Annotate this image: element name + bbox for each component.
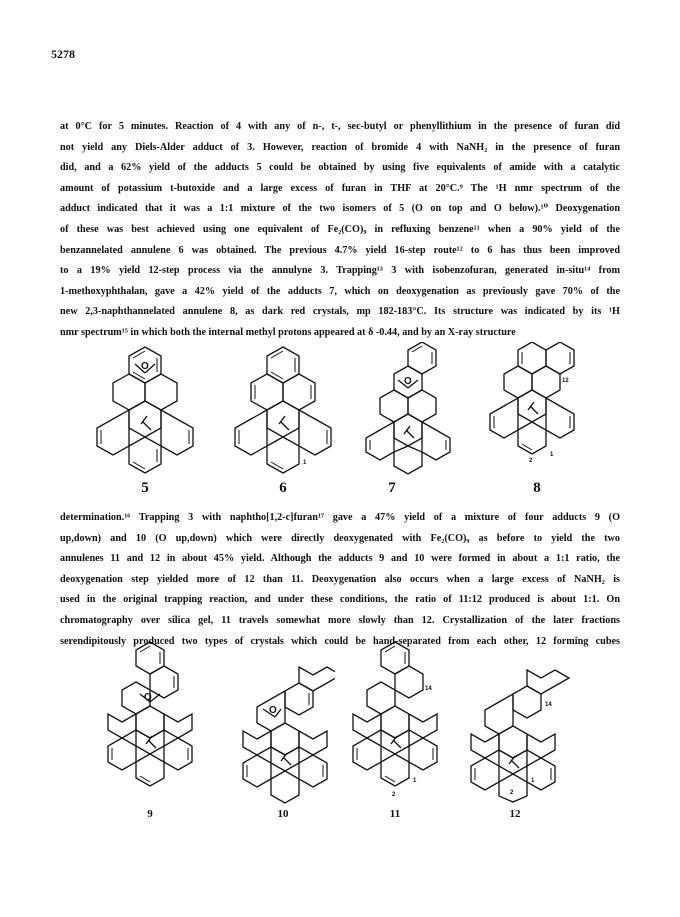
paragraph-1 [60, 117, 620, 344]
structures-row-2 [0, 640, 680, 840]
text-line: 1-methoxyphthalan, gave a 42% yield of the adducts 7, which on deoxygenation as previously gave 70% of the [60, 285, 620, 297]
text-line: not yield any Diels-Alder adduct of 3. However, reaction of bromide 4 with NaNH₂ in the presence of furan [60, 141, 620, 153]
compound-label-6: 6 [279, 480, 287, 496]
structure-10 [235, 665, 335, 810]
locant-1: 1 [303, 460, 307, 466]
compound-label-11: 11 [389, 808, 401, 820]
locant-2: 2 [510, 790, 514, 796]
oxygen-atom: O [141, 361, 149, 372]
text-line: at 0°C for 5 minutes. Reaction of 4 with any of n-, t-, sec-butyl or phenyllithium in the presence of furan did [60, 121, 620, 132]
locant-2: 2 [392, 792, 396, 798]
paragraph-2 [60, 508, 620, 652]
structure-12 [463, 668, 573, 808]
structure-9 [100, 640, 200, 810]
structures-row-1 [0, 342, 680, 502]
text-line: annulenes 11 and 12 in about 45% yield. Although the adducts 9 and 10 were formed in about a 1:1 ratio, the [60, 553, 620, 565]
compound-label-8: 8 [533, 480, 541, 496]
compound-label-5: 5 [141, 480, 149, 496]
text-line: up,down) and 10 (O up,down) which were directly deoxygenated with Fe₂(CO)₉ as before to yield the two [60, 532, 620, 544]
compound-label-10: 10 [277, 808, 289, 820]
locant-14: 14 [425, 686, 432, 692]
compound-label-7: 7 [388, 480, 396, 496]
structure-8 [482, 342, 592, 477]
text-line: new 2,3-naphthannelated annulene 8, as dark red crystals, mp 182-183°C. Its structure was indicated by its ¹H [60, 306, 620, 318]
structure-11 [345, 640, 445, 810]
structure-6 [233, 342, 333, 477]
locant-1: 1 [550, 452, 554, 458]
locant-14: 14 [545, 702, 552, 708]
page-number: 5278 [51, 47, 75, 61]
text-line: amount of potassium t-butoxide and a large excess of furan in THF at 20°C.⁹ The ¹H nmr spectrum of the [60, 182, 620, 194]
text-line: used in the original trapping reaction, and under these conditions, the ratio of 11:12 produced is about 1:1. On [60, 594, 620, 606]
text-line: determination.¹⁶ Trapping 3 with naphtho[1,2-c]furan¹⁷ gave a 47% yield of a mixture of four adducts 9 (O [60, 512, 620, 523]
text-line: serendipitously produced two types of crystals which could be hand-separated from each other, 12 forming cubes [60, 635, 620, 647]
text-line: nmr spectrum¹⁵ in which both the internal methyl protons appeared at δ -0.44, and by an X-ray structure [60, 326, 516, 338]
compound-label-9: 9 [147, 808, 153, 820]
oxygen-atom: O [404, 376, 412, 387]
text-line: chromatography over silica gel, 11 travels somewhat more slowly than 12. Crystallization of the later fractions [60, 614, 620, 626]
oxygen-atom: O [269, 705, 277, 716]
text-line: to a 19% yield 12-step process via the annulyne 3. Trapping¹³ 3 with isobenzofuran, generated in-situ¹⁴ from [60, 265, 620, 277]
locant-1: 1 [531, 778, 535, 784]
text-line: adduct indicated that it was a 1:1 mixture of the two isomers of 5 (O on top and O below).¹⁰ Deoxygenation [60, 203, 620, 215]
text-line: did, and a 62% yield of the adducts 5 could be obtained by using five equivalents of amide with a catalytic [60, 162, 620, 174]
compound-label-12: 12 [509, 808, 521, 820]
structure-7 [360, 342, 460, 477]
locant-2: 2 [529, 458, 533, 464]
locant-1: 1 [413, 778, 417, 784]
locant-12: 12 [562, 378, 569, 384]
text-line: of these was best achieved using one equivalent of Fe₂(CO)₉ in refluxing benzene¹¹ when a 90% yield of the [60, 223, 620, 235]
text-line: benzannelated annulene 6 was obtained. The previous 4.7% yield 16-step route¹² to 6 has thus been improved [60, 244, 620, 256]
structure-5 [95, 342, 195, 477]
oxygen-atom: O [144, 692, 152, 703]
text-line: deoxygenation step yielded more of 12 than 11. Deoxygenation also occurs when a large excess of NaNH₂ is [60, 573, 620, 585]
